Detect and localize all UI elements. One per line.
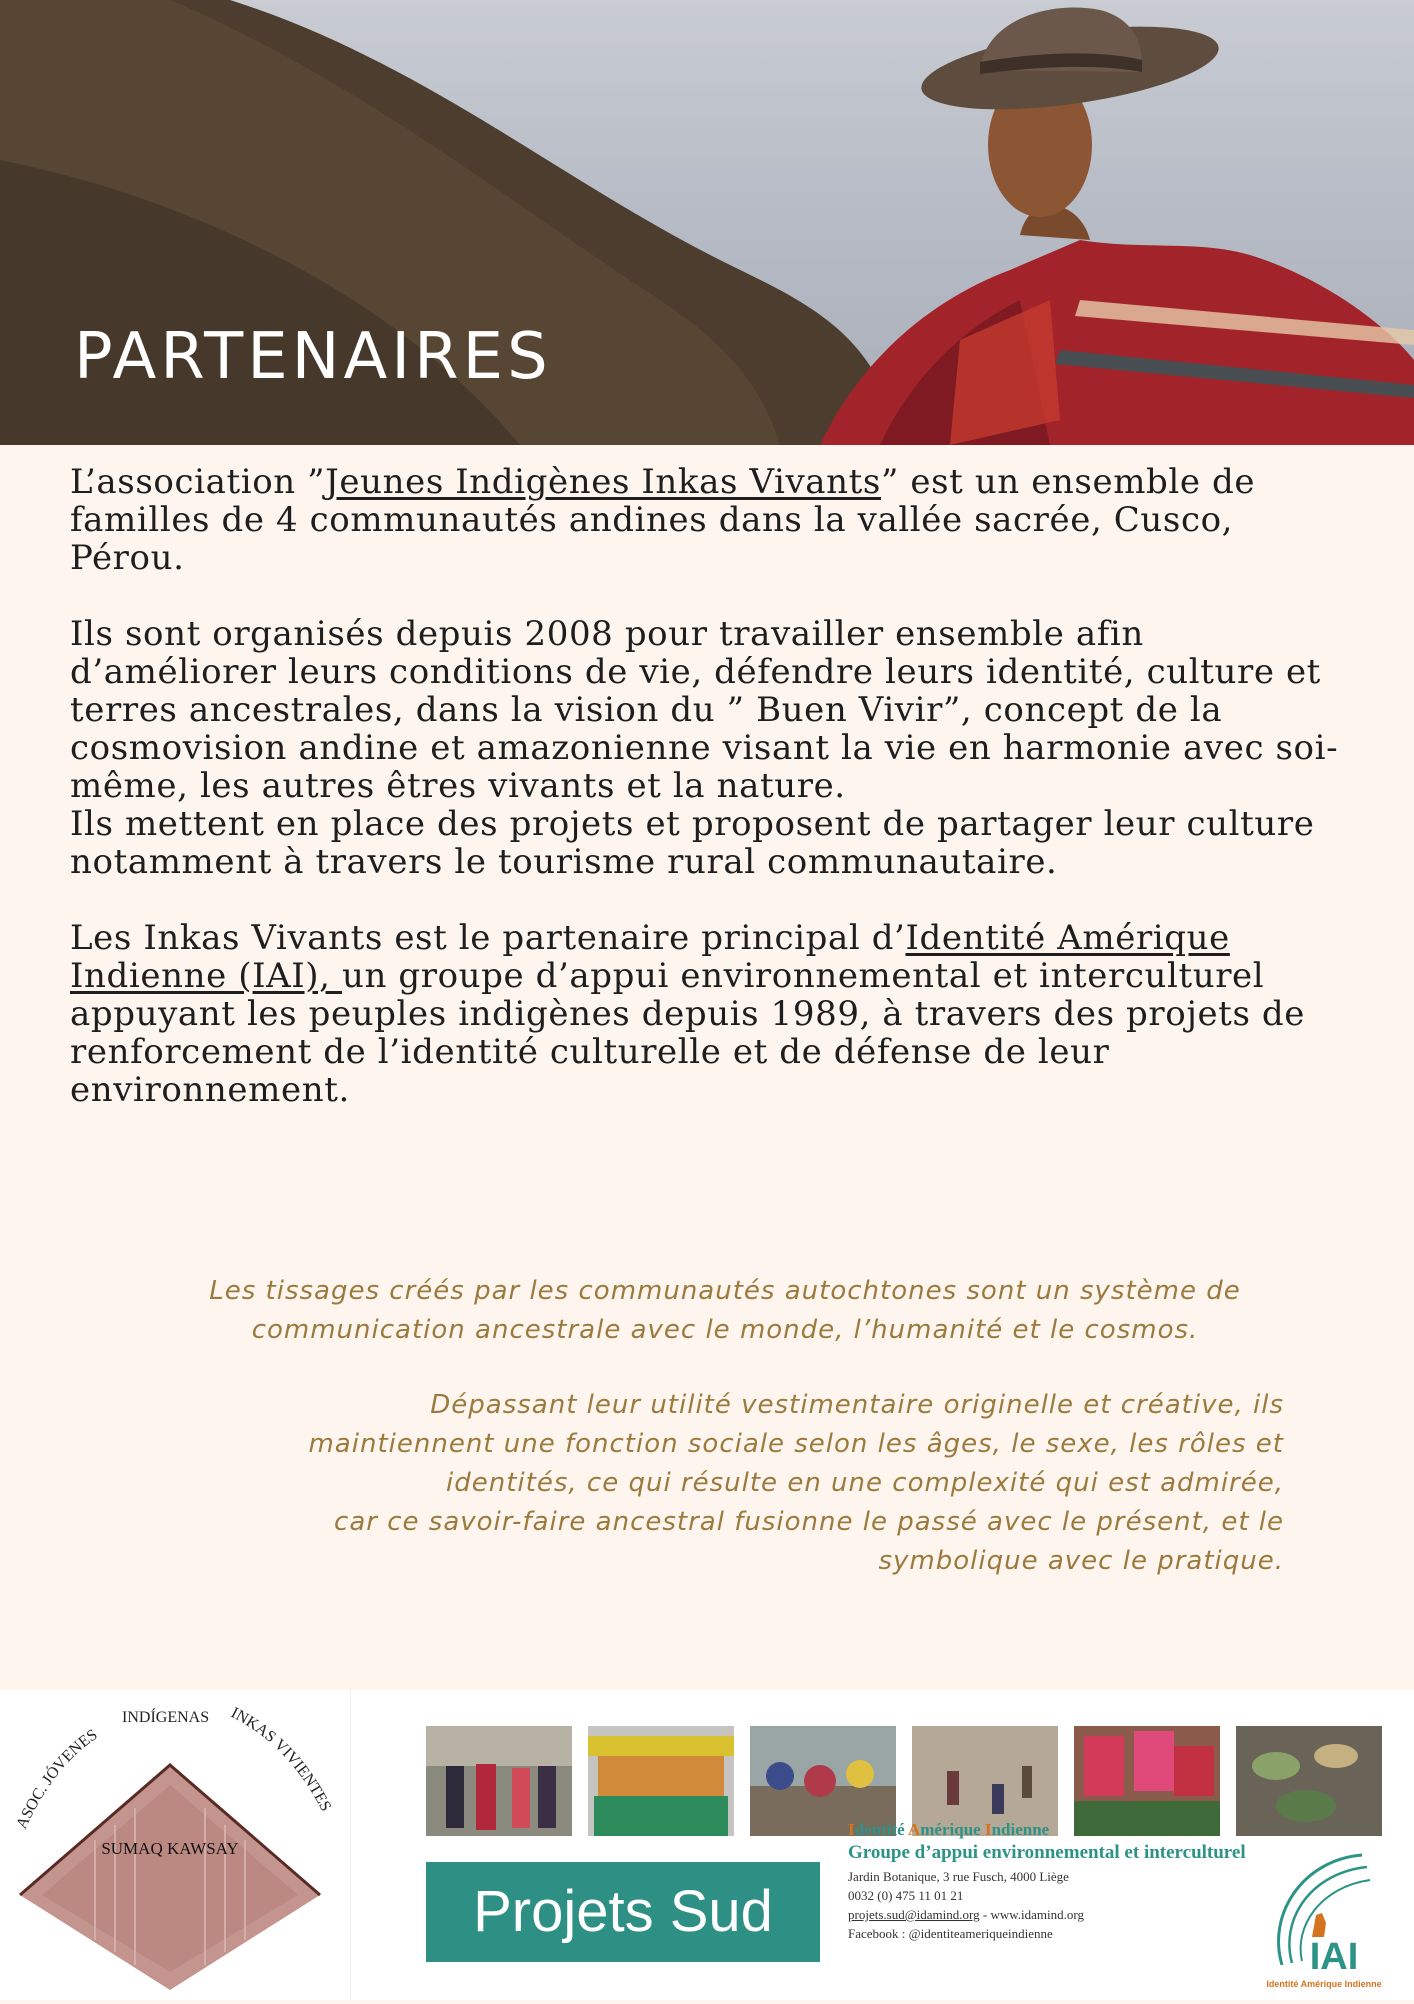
page-title: PARTENAIRES xyxy=(74,320,552,394)
iai-address: Jardin Botanique, 3 rue Fusch, 4000 Liège xyxy=(848,1869,1069,1884)
inkas-vivientes-logo xyxy=(0,1690,351,2000)
quotes-section xyxy=(150,1272,1300,1617)
iai-logo-caption: Identité Amérique Indienne xyxy=(1266,1979,1382,1989)
main-text xyxy=(70,463,1340,1147)
inkas-vivants-link[interactable]: Jeunes Indigènes Inkas Vivants xyxy=(325,462,881,502)
quote-weaving: Les tissages créés par les communautés autochtones sont un système de communication ancestrale avec le monde, l’humanité et le cosmos. xyxy=(209,1276,1241,1345)
name-part: mérique xyxy=(920,1820,985,1839)
iai-org-name xyxy=(848,1820,1268,1840)
intro-post-text: ” est un ensemble de familles de 4 communautés andines dans la vallée sacrée, Cusco, Pérou. xyxy=(70,462,1256,578)
name-initial: I xyxy=(848,1820,855,1839)
intro-pre-text: L’association ” xyxy=(70,462,326,502)
logo-emblem xyxy=(0,1690,350,2000)
iai-logo-text: IAI xyxy=(1309,1936,1359,1978)
community-photo-women xyxy=(426,1726,572,1836)
quote-line: maintiennent une fonction sociale selon les âges, le sexe, les rôles et xyxy=(308,1429,1284,1459)
iai-subtitle: Groupe d’appui environnemental et interculturel xyxy=(848,1842,1246,1863)
name-initial: I xyxy=(984,1820,992,1839)
paragraph-partner xyxy=(70,919,1340,1109)
paragraph-organisation: Ils sont organisés depuis 2008 pour travailler ensemble afin d’améliorer leurs conditions de vie, défendre leurs identité, culture et terres ancestrales, dans la vision du ” Buen Vivir”, concept de la cosmovision andine et amazonienne visant la vie en harmonie avec soi-même, les autres êtres vivants et la nature. xyxy=(70,614,1339,806)
quote-line: car ce savoir-faire ancestral fusionne le passé avec le présent, et le xyxy=(334,1507,1284,1537)
logo-text-left: ASOC. JÓVENES xyxy=(13,1726,101,1832)
iai-facebook: Facebook : @identiteameriqueindienne xyxy=(848,1926,1053,1941)
iai-contact-block xyxy=(848,1820,1268,1943)
footer xyxy=(0,1690,1414,2000)
iai-email-web xyxy=(848,1905,1268,1924)
quote-line: Dépassant leur utilité vestimentaire originelle et créative, ils xyxy=(430,1390,1284,1420)
iai-logo xyxy=(1262,1845,1382,1995)
quote-line: identités, ce qui résulte en une complexité qui est admirée, xyxy=(446,1468,1284,1498)
llama-icon xyxy=(1312,1913,1326,1937)
name-part: ndienne xyxy=(991,1820,1050,1839)
iai-email-link[interactable]: projets.sud@idamind.org xyxy=(848,1907,980,1922)
logo-text-right: INKAS VIVIENTES xyxy=(228,1704,335,1815)
quote-line: symbolique avec le pratique. xyxy=(878,1546,1284,1576)
hero-banner xyxy=(0,0,1414,445)
paragraph-projects: Ils mettent en place des projets et proposent de partager leur culture notamment à travers le tourisme rural communautaire. xyxy=(70,804,1315,882)
name-initial: A xyxy=(907,1820,921,1839)
projets-sud-button[interactable]: Projets Sud xyxy=(426,1862,820,1962)
iai-link[interactable]: Identité Amérique Indienne (IAI), xyxy=(70,918,1230,996)
paragraph-intro xyxy=(70,463,1340,577)
logo-text-top: INDÍGENAS xyxy=(122,1709,210,1726)
iai-phone: 0032 (0) 475 11 01 21 xyxy=(848,1888,964,1903)
market-stall-photo xyxy=(588,1726,734,1836)
iai-web: - www.idamind.org xyxy=(979,1907,1084,1922)
logo-text-center: SUMAQ KAWSAY xyxy=(101,1839,239,1858)
name-part: dentité xyxy=(854,1820,908,1839)
partner-post-text: un groupe d’appui environnemental et interculturel appuyant les peuples indigènes depuis 1989, à travers des projets de renforcement de l’identité culturelle et de défense de leur environnement. xyxy=(70,956,1305,1110)
partner-pre-text: Les Inkas Vivants est le partenaire principal d’ xyxy=(70,918,906,958)
quote-function xyxy=(150,1386,1300,1581)
